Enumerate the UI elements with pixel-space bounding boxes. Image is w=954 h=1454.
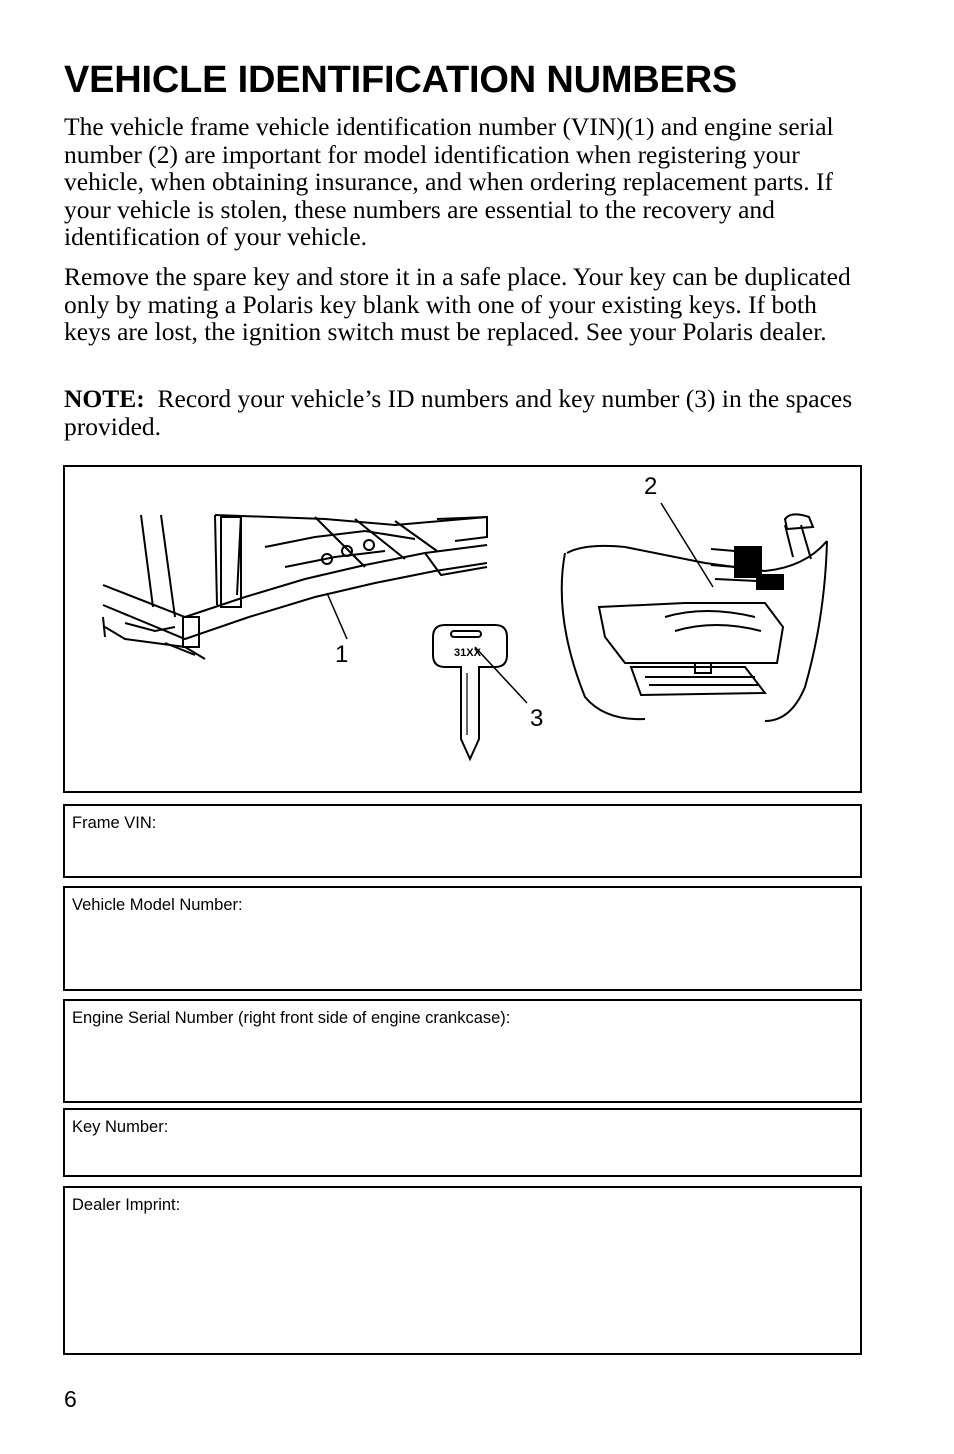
page-number: 6 [64, 1386, 77, 1412]
leader-line-2 [661, 503, 713, 587]
frame-drawing [103, 515, 487, 659]
leader-line-1 [327, 593, 347, 639]
leader-line-3 [475, 647, 527, 703]
dealer-imprint-label: Dealer Imprint: [72, 1196, 181, 1214]
intro-paragraph: The vehicle frame vehicle identification number (VIN)(1) and engine serial number (2) are important for model identification when registering your vehicle, when obtaining insurance, and when ordering replacement parts. If your vehicle is stolen, these numbers are essential to the recovery and identification of your vehicle. [64, 112, 834, 251]
note-text: Record your vehicle’s ID numbers and key number (3) in the spaces provided. [64, 384, 853, 441]
frame-vin-field[interactable] [63, 804, 862, 878]
frame-vin-label: Frame VIN: [72, 814, 157, 832]
page-title: VEHICLE IDENTIFICATION NUMBERS [64, 59, 738, 101]
key-drawing [433, 625, 507, 759]
model-number-field[interactable] [63, 886, 862, 991]
atv-drawing [562, 514, 827, 721]
key-number-stamp: 31XX [454, 647, 481, 659]
callout-3: 3 [530, 705, 544, 732]
identification-figure [63, 465, 862, 793]
spare-key-paragraph: Remove the spare key and store it in a safe place. Your key can be duplicated only by mating a Polaris key blank with one of your existing keys. If both keys are lost, the ignition switch must be replaced. See your Polaris dealer. [64, 262, 851, 346]
callout-2: 2 [644, 473, 658, 500]
key-number-label: Key Number: [72, 1118, 169, 1136]
note-paragraph [64, 385, 864, 440]
callout-1: 1 [335, 641, 349, 668]
engine-serial-field[interactable] [63, 999, 862, 1103]
figure-illustration [65, 467, 860, 791]
dealer-imprint-field[interactable] [63, 1186, 862, 1355]
key-number-field[interactable] [63, 1108, 862, 1177]
model-number-label: Vehicle Model Number: [72, 896, 243, 914]
engine-serial-label: Engine Serial Number (right front side of engine crankcase): [72, 1009, 511, 1027]
note-label: NOTE: [64, 384, 145, 413]
